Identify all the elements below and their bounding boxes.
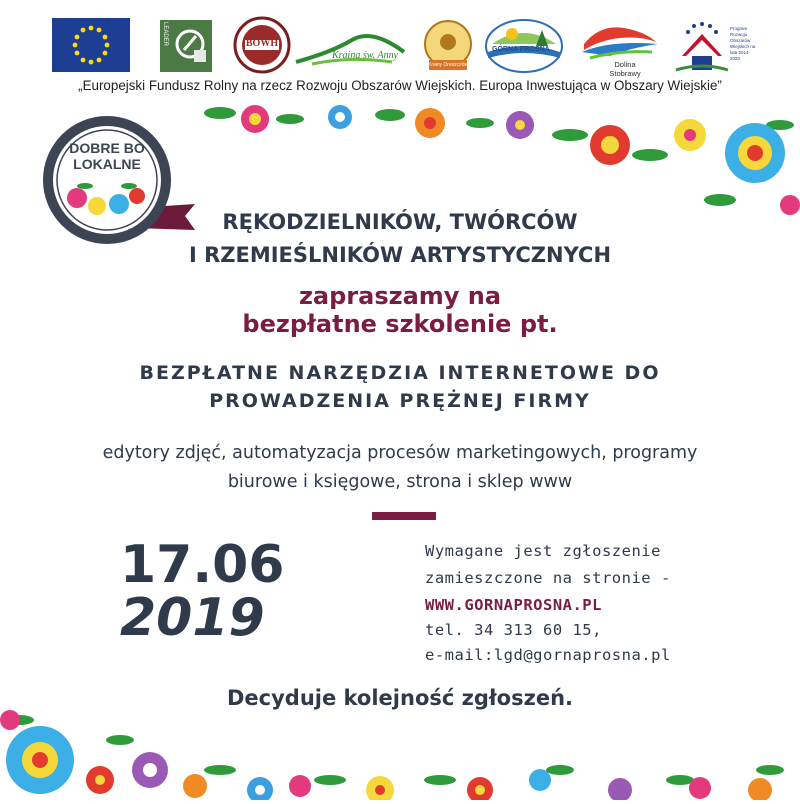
prow-logo: Program Rozwoju Obszarów Wiejskich na lata 2014-2020 bbox=[672, 18, 762, 76]
description-line1: edytory zdjęć, automatyzacja procesów marketingowych, programy bbox=[102, 443, 698, 463]
divider-bar bbox=[372, 512, 436, 520]
website-link[interactable]: WWW.GORNAPROSNA.PL bbox=[425, 596, 602, 614]
leader-logo: LEADER bbox=[160, 20, 212, 72]
registration-line2: zamieszczone na stronie - bbox=[425, 569, 671, 587]
training-title-line1: BEZPŁATNE NARZĘDZIA INTERNETOWE DO bbox=[139, 362, 661, 384]
invite-line1: zapraszamy na bbox=[298, 282, 502, 310]
eu-flag-icon bbox=[52, 18, 130, 72]
krainy-dreszczow-logo: Krainy Dreszczów bbox=[423, 18, 473, 74]
description-line2: biurowe i księgowe, strona i sklep www bbox=[227, 472, 573, 492]
gorna-prosna-logo: GÓRNA PROSNA bbox=[484, 18, 564, 74]
folk-flower-decoration-top bbox=[180, 105, 800, 220]
headline-line2: I RZEMIEŚLNIKÓW ARTYSTYCZNYCH bbox=[188, 243, 612, 267]
badge-text-line2: LOKALNE bbox=[73, 156, 141, 172]
funding-statement: „Europejski Fundusz Rolny na rzecz Rozwoju Obszarów Wiejskich. Europa Inwestująca w Obszary Wiejskie” bbox=[78, 78, 722, 93]
bowh-logo: BOWH bbox=[233, 16, 291, 74]
event-date: 17.06 bbox=[120, 535, 285, 595]
dolina-stobrawy-logo: Dolina Stobrawy bbox=[580, 22, 660, 80]
footer-note: Decyduje kolejność zgłoszeń. bbox=[226, 686, 574, 710]
kraina-sw-anny-logo: Kraina św. Anny bbox=[292, 22, 410, 74]
headline-line1: RĘKODZIELNIKÓW, TWÓRCÓW bbox=[222, 210, 578, 234]
badge-text-line1: DOBRE BO bbox=[69, 140, 145, 156]
email-link[interactable]: e-mail:lgd@gornaprosna.pl bbox=[425, 646, 671, 664]
event-year: 2019 bbox=[120, 588, 265, 648]
invite-line2: bezpłatne szkolenie pt. bbox=[242, 310, 558, 338]
training-title-line2: PROWADZENIA PRĘŻNEJ FIRMY bbox=[209, 390, 591, 412]
folk-flower-decoration-bottom bbox=[0, 700, 800, 800]
registration-line1: Wymagane jest zgłoszenie bbox=[425, 542, 661, 560]
phone-number: tel. 34 313 60 15, bbox=[425, 621, 602, 639]
